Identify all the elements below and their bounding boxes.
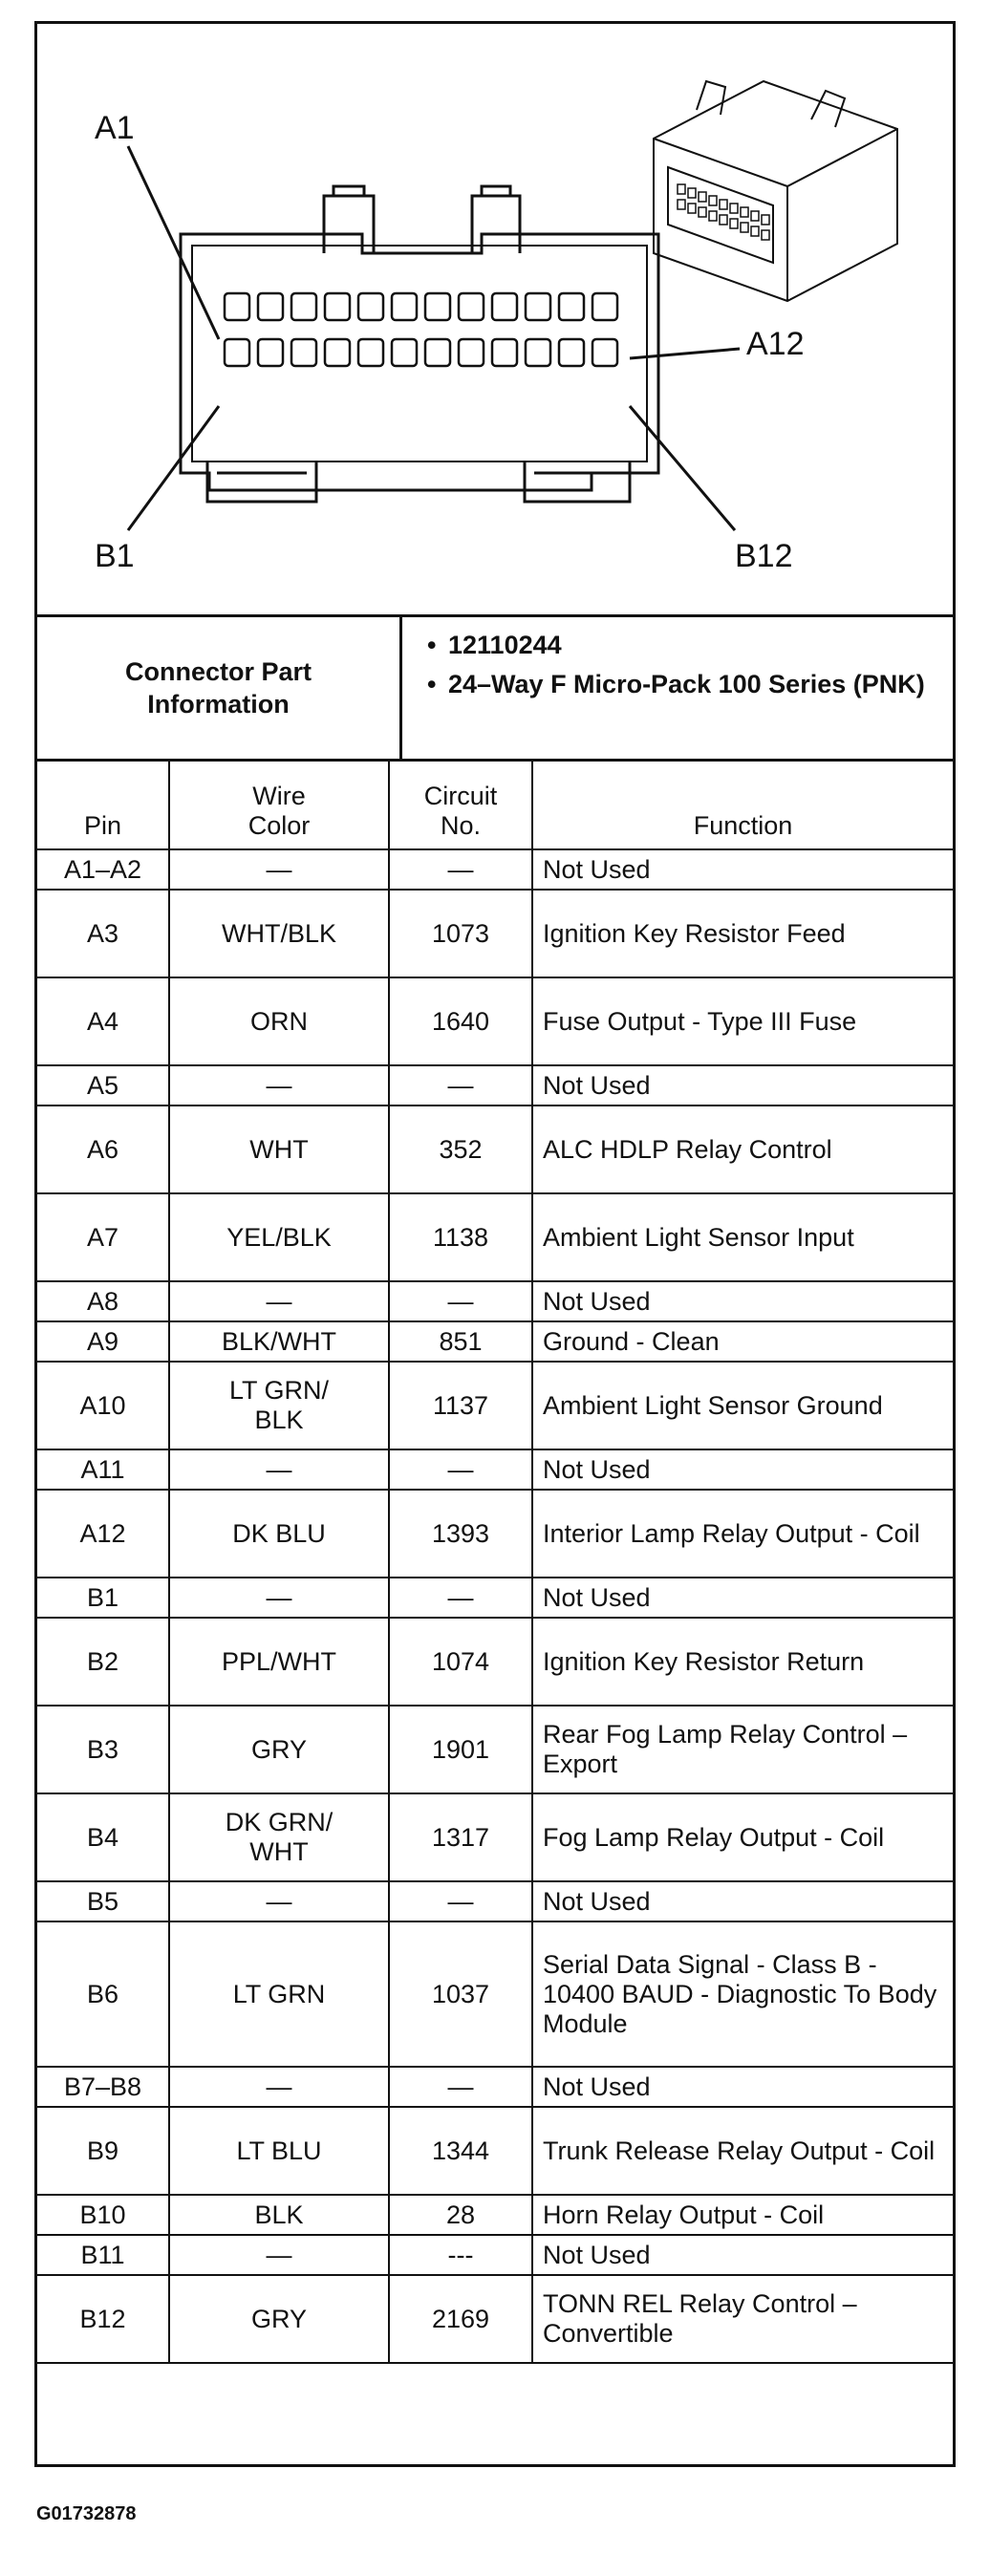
- connector-part-info-list: [402, 617, 953, 759]
- iso-pin-cavity: [678, 184, 685, 194]
- b-row-cavity: [559, 339, 584, 366]
- table-row: [37, 1193, 953, 1281]
- b-row-cavity: [592, 339, 617, 366]
- wire-color-cell: —: [169, 1449, 389, 1490]
- function-cell: Rear Fog Lamp Relay Control – Export: [532, 1706, 953, 1793]
- function-cell: Not Used: [532, 2235, 953, 2275]
- table-row: [37, 2107, 953, 2195]
- table-row: [37, 1281, 953, 1321]
- pin-label-b1: B1: [95, 538, 135, 574]
- table-row: [37, 1921, 953, 2067]
- a-row-cavity: [291, 293, 316, 320]
- b-row-cavity: [225, 339, 249, 366]
- function-cell: Not Used: [532, 1578, 953, 1618]
- a-row-cavity: [358, 293, 383, 320]
- wire-color-cell: LT BLU: [169, 2107, 389, 2195]
- part-number: • 12110244: [427, 631, 562, 659]
- circuit-no-cell: —: [389, 1281, 532, 1321]
- table-row: [37, 1706, 953, 1793]
- wire-color-cell: BLK: [169, 2195, 389, 2235]
- table-row: [37, 890, 953, 977]
- wire-color-cell: —: [169, 1065, 389, 1106]
- wire-color-cell: DK BLU: [169, 1490, 389, 1578]
- table-row: [37, 1618, 953, 1706]
- b-row-cavity: [325, 339, 350, 366]
- wire-color-cell: PPL/WHT: [169, 1618, 389, 1706]
- iso-pin-cavity: [688, 188, 696, 198]
- pin-cell: B2: [37, 1618, 169, 1706]
- wire-color-cell: LT GRN: [169, 1921, 389, 2067]
- wire-color-cell: BLK/WHT: [169, 1321, 389, 1362]
- wire-color-cell: —: [169, 1881, 389, 1921]
- wire-color-cell: —: [169, 1281, 389, 1321]
- connector-diagram: [37, 24, 953, 617]
- iso-pin-cavity: [678, 200, 685, 209]
- function-cell: Not Used: [532, 1281, 953, 1321]
- a-row-cavity: [492, 293, 517, 320]
- a-row-cavity: [526, 293, 550, 320]
- circuit-no-cell: 1344: [389, 2107, 532, 2195]
- circuit-no-cell: ---: [389, 2235, 532, 2275]
- pin-cell: A6: [37, 1106, 169, 1193]
- iso-pin-cavity: [709, 211, 717, 221]
- function-cell: Ambient Light Sensor Input: [532, 1193, 953, 1281]
- pin-cell: B6: [37, 1921, 169, 2067]
- iso-pin-cavity: [762, 230, 769, 240]
- function-cell: ALC HDLP Relay Control: [532, 1106, 953, 1193]
- function-cell: Ambient Light Sensor Ground: [532, 1362, 953, 1449]
- pin-cell: B5: [37, 1881, 169, 1921]
- b-row-cavity: [392, 339, 417, 366]
- pin-cell: A5: [37, 1065, 169, 1106]
- pin-cell: B10: [37, 2195, 169, 2235]
- figure-id: G01732878: [36, 2503, 137, 2524]
- function-header: Function: [532, 760, 953, 849]
- circuit-no-cell: 28: [389, 2195, 532, 2235]
- pin-cell: A12: [37, 1490, 169, 1578]
- function-cell: Trunk Release Relay Output - Coil: [532, 2107, 953, 2195]
- pin-cell: B11: [37, 2235, 169, 2275]
- pin-label-a1: A1: [95, 110, 135, 146]
- iso-pin-cavity: [741, 207, 748, 217]
- circuit-no-cell: 1074: [389, 1618, 532, 1706]
- b-row-cavity: [459, 339, 484, 366]
- table-row: [37, 2235, 953, 2275]
- connector-description: • 24–Way F Micro-Pack 100 Series (PNK): [427, 670, 925, 698]
- table-row: [37, 2195, 953, 2235]
- wire-color-cell: WHT/BLK: [169, 890, 389, 977]
- pin-cell: A8: [37, 1281, 169, 1321]
- table-row: [37, 1449, 953, 1490]
- function-cell: Not Used: [532, 849, 953, 890]
- pin-cell: B1: [37, 1578, 169, 1618]
- wire-color-cell: GRY: [169, 1706, 389, 1793]
- function-cell: Not Used: [532, 1881, 953, 1921]
- circuit-no-cell: 1138: [389, 1193, 532, 1281]
- circuit-no-cell: —: [389, 1881, 532, 1921]
- circuit-no-cell: —: [389, 1065, 532, 1106]
- circuit-no-cell: —: [389, 1578, 532, 1618]
- circuit-no-cell: —: [389, 2067, 532, 2107]
- pin-cell: B9: [37, 2107, 169, 2195]
- circuit-no-cell: 851: [389, 1321, 532, 1362]
- table-row: [37, 1321, 953, 1362]
- header-row: [37, 760, 953, 849]
- function-cell: Not Used: [532, 1449, 953, 1490]
- pin-cell: A3: [37, 890, 169, 977]
- circuit-no-cell: 1901: [389, 1706, 532, 1793]
- table-row: [37, 1065, 953, 1106]
- table-row: [37, 1793, 953, 1881]
- iso-pin-cavity: [709, 196, 717, 205]
- iso-pin-cavity: [762, 215, 769, 225]
- pin-cell: B7–B8: [37, 2067, 169, 2107]
- wire-color-cell: —: [169, 2067, 389, 2107]
- iso-pin-cavity: [751, 211, 759, 221]
- wire-color-cell: —: [169, 1578, 389, 1618]
- function-cell: TONN REL Relay Control – Convertible: [532, 2275, 953, 2363]
- pin-header: Pin: [37, 760, 169, 849]
- b-row-cavity: [526, 339, 550, 366]
- iso-pin-cavity: [741, 223, 748, 232]
- function-cell: Horn Relay Output - Coil: [532, 2195, 953, 2235]
- function-cell: Not Used: [532, 1065, 953, 1106]
- table-row: [37, 1106, 953, 1193]
- a-row-cavity: [559, 293, 584, 320]
- a-row-cavity: [258, 293, 283, 320]
- pin-cell: A10: [37, 1362, 169, 1449]
- table-row: [37, 977, 953, 1065]
- iso-pin-cavity: [720, 200, 727, 209]
- wire-color-cell: YEL/BLK: [169, 1193, 389, 1281]
- a-row-cavity: [225, 293, 249, 320]
- function-cell: Interior Lamp Relay Output - Coil: [532, 1490, 953, 1578]
- connector-sheet: [34, 21, 956, 2467]
- circuit-no-cell: 1393: [389, 1490, 532, 1578]
- wire-color-cell: LT GRN/ BLK: [169, 1362, 389, 1449]
- iso-pin-cavity: [720, 215, 727, 225]
- iso-pin-cavity: [751, 226, 759, 236]
- pin-cell: A1–A2: [37, 849, 169, 890]
- b-row-cavity: [492, 339, 517, 366]
- pin-cell: A9: [37, 1321, 169, 1362]
- connector-face-drawing: [37, 24, 953, 614]
- circuit-no-cell: 1137: [389, 1362, 532, 1449]
- wire-color-cell: —: [169, 2235, 389, 2275]
- circuit-no-cell: 1640: [389, 977, 532, 1065]
- a-row-cavity: [592, 293, 617, 320]
- iso-pin-cavity: [730, 219, 738, 228]
- pin-label-b12: B12: [735, 538, 793, 574]
- table-row: [37, 2275, 953, 2363]
- pin-cell: B4: [37, 1793, 169, 1881]
- pin-label-a12: A12: [746, 326, 805, 362]
- function-cell: Ignition Key Resistor Feed: [532, 890, 953, 977]
- connector-part-information: [37, 617, 953, 762]
- wire-color-cell: GRY: [169, 2275, 389, 2363]
- pin-cell: A11: [37, 1449, 169, 1490]
- pinout-table: [37, 759, 953, 2364]
- b-row-cavity: [358, 339, 383, 366]
- table-row: [37, 849, 953, 890]
- pin-cell: B12: [37, 2275, 169, 2363]
- connector-part-info-label: Connector Part Information: [37, 617, 402, 759]
- a-row-cavity: [392, 293, 417, 320]
- iso-pin-cavity: [699, 207, 706, 217]
- wire-color-cell: ORN: [169, 977, 389, 1065]
- pin-cell: A4: [37, 977, 169, 1065]
- pin-cell: A7: [37, 1193, 169, 1281]
- table-row: [37, 1881, 953, 1921]
- function-cell: Not Used: [532, 2067, 953, 2107]
- wire-color-header: Wire Color: [169, 760, 389, 849]
- circuit-no-header: Circuit No.: [389, 760, 532, 849]
- wire-color-cell: DK GRN/ WHT: [169, 1793, 389, 1881]
- function-cell: Serial Data Signal - Class B - 10400 BAUD - Diagnostic To Body Module: [532, 1921, 953, 2067]
- function-cell: Fog Lamp Relay Output - Coil: [532, 1793, 953, 1881]
- a-row-cavity: [459, 293, 484, 320]
- table-row: [37, 1490, 953, 1578]
- b-row-cavity: [425, 339, 450, 366]
- circuit-no-cell: —: [389, 1449, 532, 1490]
- circuit-no-cell: 2169: [389, 2275, 532, 2363]
- circuit-no-cell: 352: [389, 1106, 532, 1193]
- circuit-no-cell: 1073: [389, 890, 532, 977]
- a-row-cavity: [425, 293, 450, 320]
- function-cell: Ignition Key Resistor Return: [532, 1618, 953, 1706]
- b-row-cavity: [258, 339, 283, 366]
- pin-cell: B3: [37, 1706, 169, 1793]
- table-row: [37, 2067, 953, 2107]
- function-cell: Fuse Output - Type III Fuse: [532, 977, 953, 1065]
- circuit-no-cell: 1037: [389, 1921, 532, 2067]
- b-row-cavity: [291, 339, 316, 366]
- bullet: •: [427, 631, 437, 659]
- wire-color-cell: —: [169, 849, 389, 890]
- function-cell: Ground - Clean: [532, 1321, 953, 1362]
- iso-pin-cavity: [730, 204, 738, 213]
- circuit-no-cell: 1317: [389, 1793, 532, 1881]
- table-row: [37, 1362, 953, 1449]
- circuit-no-cell: —: [389, 849, 532, 890]
- iso-pin-cavity: [699, 192, 706, 202]
- table-row: [37, 1578, 953, 1618]
- iso-pin-cavity: [688, 204, 696, 213]
- wire-color-cell: WHT: [169, 1106, 389, 1193]
- a-row-cavity: [325, 293, 350, 320]
- bullet: •: [427, 670, 437, 698]
